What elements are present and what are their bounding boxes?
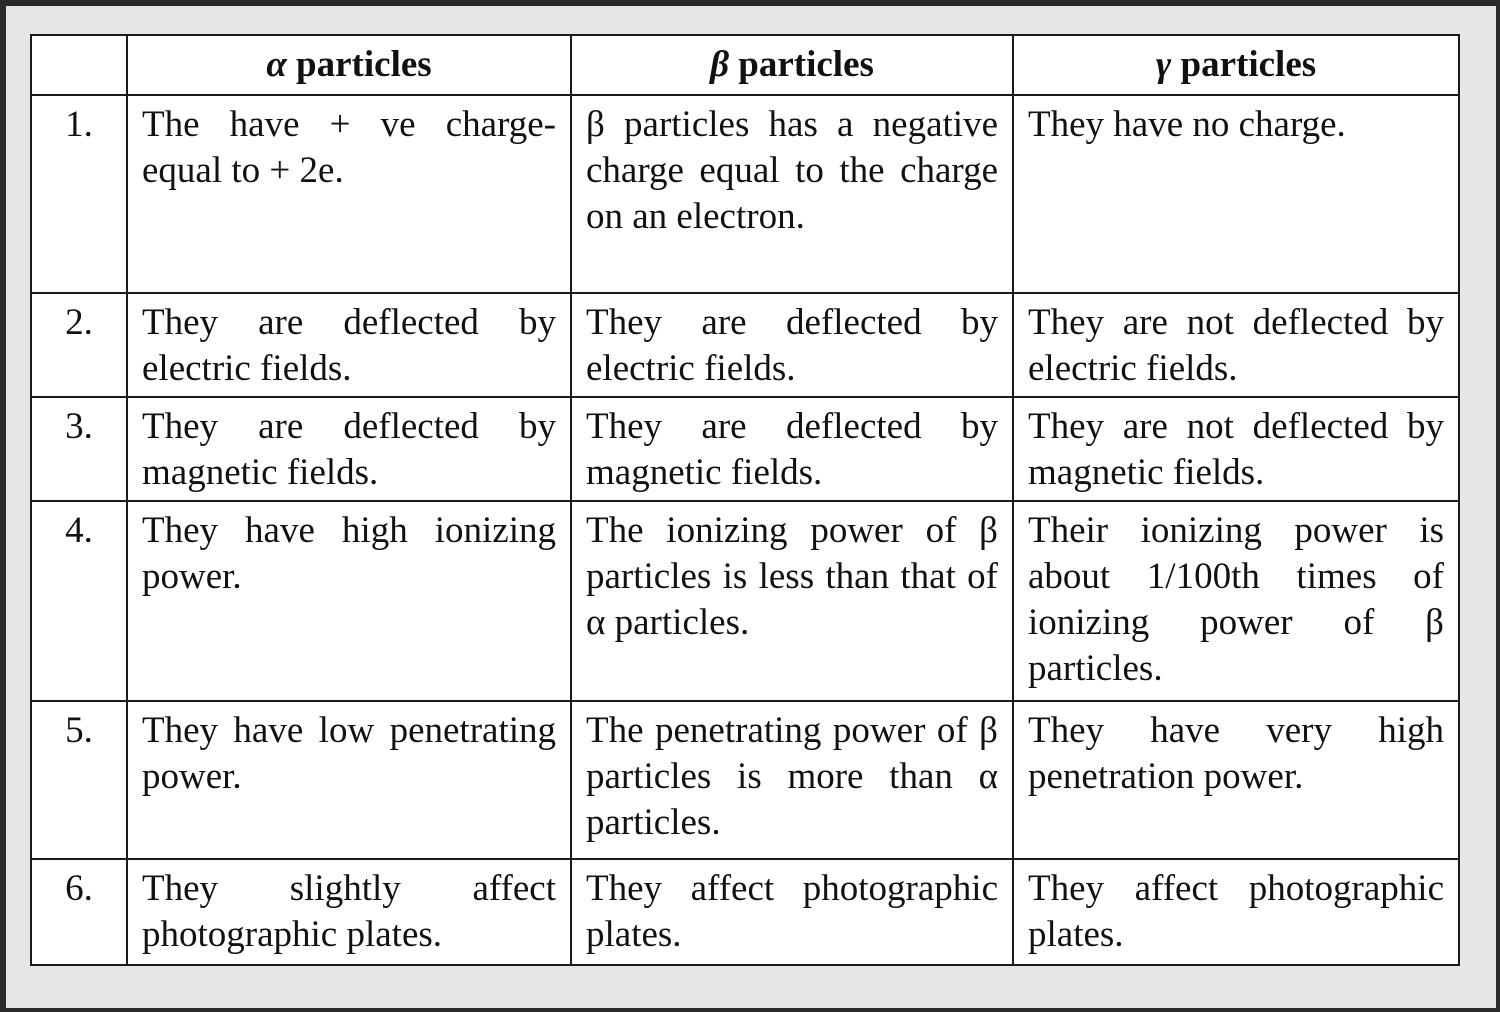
alpha-cell: They have low penetrating power. (127, 701, 571, 859)
row-number: 6. (31, 859, 127, 965)
table-row (31, 501, 1459, 701)
header-gamma: γ particles (1013, 35, 1459, 95)
alpha-cell: The have + ve charge- equal to + 2e. (127, 95, 571, 293)
beta-cell: They are deflected by magnetic fields. (571, 397, 1013, 501)
beta-cell: The penetrating power of β particles is more than α particles. (571, 701, 1013, 859)
gamma-cell: They have very high penetration power. (1013, 701, 1459, 859)
gamma-cell: They affect photographic plates. (1013, 859, 1459, 965)
header-alpha: α particles (127, 35, 571, 95)
gamma-cell: Their ionizing power is about 1/100th times of ionizing power of β particles. (1013, 501, 1459, 701)
alpha-cell: They slightly affect photographic plates. (127, 859, 571, 965)
table-row (31, 293, 1459, 397)
alpha-cell: They are deflected by magnetic fields. (127, 397, 571, 501)
row-number: 4. (31, 501, 127, 701)
table-row (31, 95, 1459, 293)
table-header-row (31, 35, 1459, 95)
particle-comparison-table (30, 34, 1460, 966)
document-page (6, 6, 1496, 1008)
alpha-cell: They are deflected by electric fields. (127, 293, 571, 397)
row-number: 3. (31, 397, 127, 501)
header-beta: β particles (571, 35, 1013, 95)
gamma-cell: They are not deflected by magnetic fields. (1013, 397, 1459, 501)
header-index (31, 35, 127, 95)
table-row (31, 701, 1459, 859)
gamma-cell: They are not deflected by electric fields. (1013, 293, 1459, 397)
beta-cell: They are deflected by electric fields. (571, 293, 1013, 397)
alpha-cell: They have high ionizing power. (127, 501, 571, 701)
beta-cell: They affect photographic plates. (571, 859, 1013, 965)
beta-cell: β particles has a negative charge equal to the charge on an electron. (571, 95, 1013, 293)
beta-cell: The ionizing power of β particles is less than that of α particles. (571, 501, 1013, 701)
gamma-cell: They have no charge. (1013, 95, 1459, 293)
table-row (31, 397, 1459, 501)
table-row (31, 859, 1459, 965)
row-number: 1. (31, 95, 127, 293)
row-number: 2. (31, 293, 127, 397)
row-number: 5. (31, 701, 127, 859)
